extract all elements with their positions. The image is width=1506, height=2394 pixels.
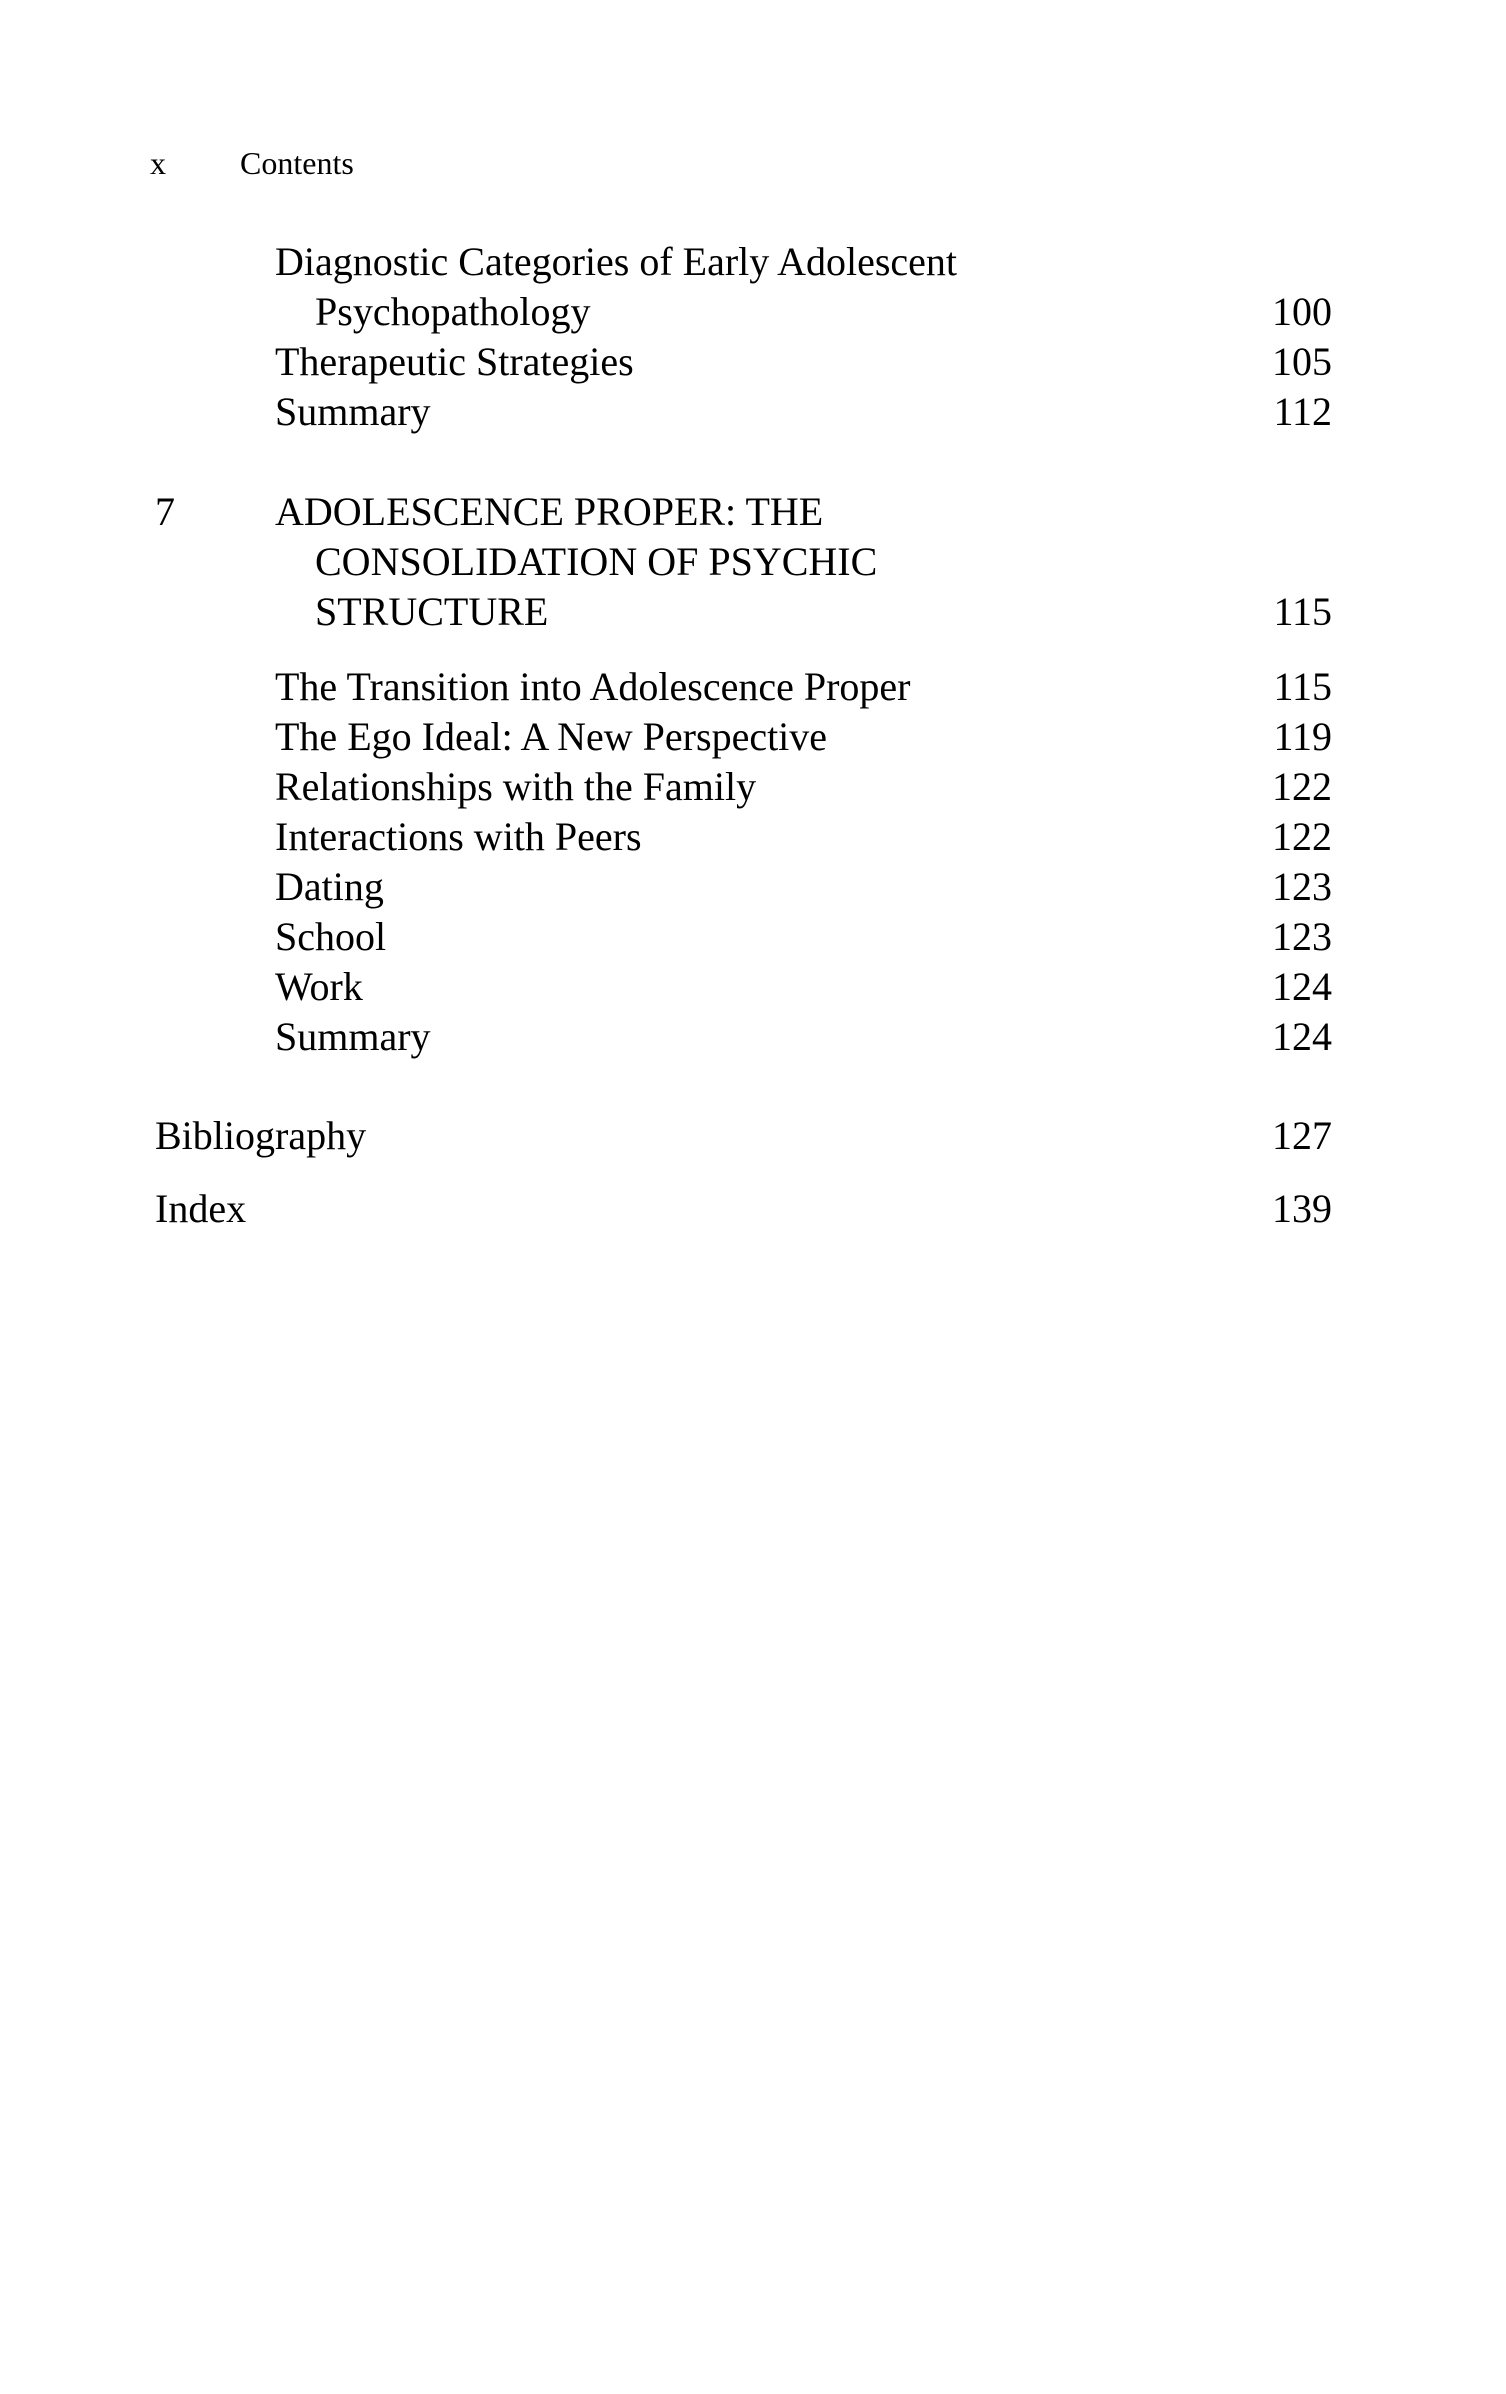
- toc-entry-title: School: [275, 914, 387, 959]
- running-title: Contents: [240, 145, 354, 181]
- toc-backmatter-title: Bibliography: [155, 1113, 367, 1158]
- toc-entry-title: Relationships with the Family: [275, 764, 757, 809]
- page-numeral: x: [150, 145, 166, 181]
- toc-entry-page: 115: [1273, 664, 1332, 709]
- chapter-title-line: ADOLESCENCE PROPER: THE: [275, 489, 824, 534]
- toc-entry-page: 122: [1272, 764, 1332, 809]
- chapter-number: 7: [155, 489, 175, 534]
- toc-entry-page: 123: [1272, 914, 1332, 959]
- toc-backmatter-title: Index: [155, 1186, 247, 1231]
- toc-entry-title: Diagnostic Categories of Early Adolescent: [275, 239, 958, 284]
- chapter-title-line: CONSOLIDATION OF PSYCHIC: [315, 539, 878, 584]
- toc-entry-page: 124: [1272, 1014, 1332, 1059]
- toc-entry-title: Summary: [275, 1014, 431, 1059]
- toc-entry-title: Therapeutic Strategies: [275, 339, 634, 384]
- chapter-title-line: STRUCTURE: [315, 589, 549, 634]
- toc-backmatter-page: 139: [1272, 1186, 1332, 1231]
- toc-entry-title: The Transition into Adolescence Proper: [275, 664, 911, 709]
- chapter-page: 115: [1273, 589, 1332, 634]
- toc-entry-title: Interactions with Peers: [275, 814, 642, 859]
- toc-entry-title: The Ego Ideal: A New Perspective: [275, 714, 828, 759]
- toc-entry-page: 100: [1272, 289, 1332, 334]
- toc-entry-page: 124: [1272, 964, 1332, 1009]
- toc-entry-page: 122: [1272, 814, 1332, 859]
- toc-entry-page: 105: [1272, 339, 1332, 384]
- toc-entry-title-continuation: Psychopathology: [315, 289, 591, 334]
- toc-entry-title: Work: [275, 964, 363, 1009]
- toc-entry-title: Dating: [275, 864, 384, 909]
- toc-backmatter-page: 127: [1272, 1113, 1332, 1158]
- toc-entry-page: 119: [1273, 714, 1332, 759]
- toc-entry-page: 112: [1273, 389, 1332, 434]
- toc-entry-page: 123: [1272, 864, 1332, 909]
- toc-entry-title: Summary: [275, 389, 431, 434]
